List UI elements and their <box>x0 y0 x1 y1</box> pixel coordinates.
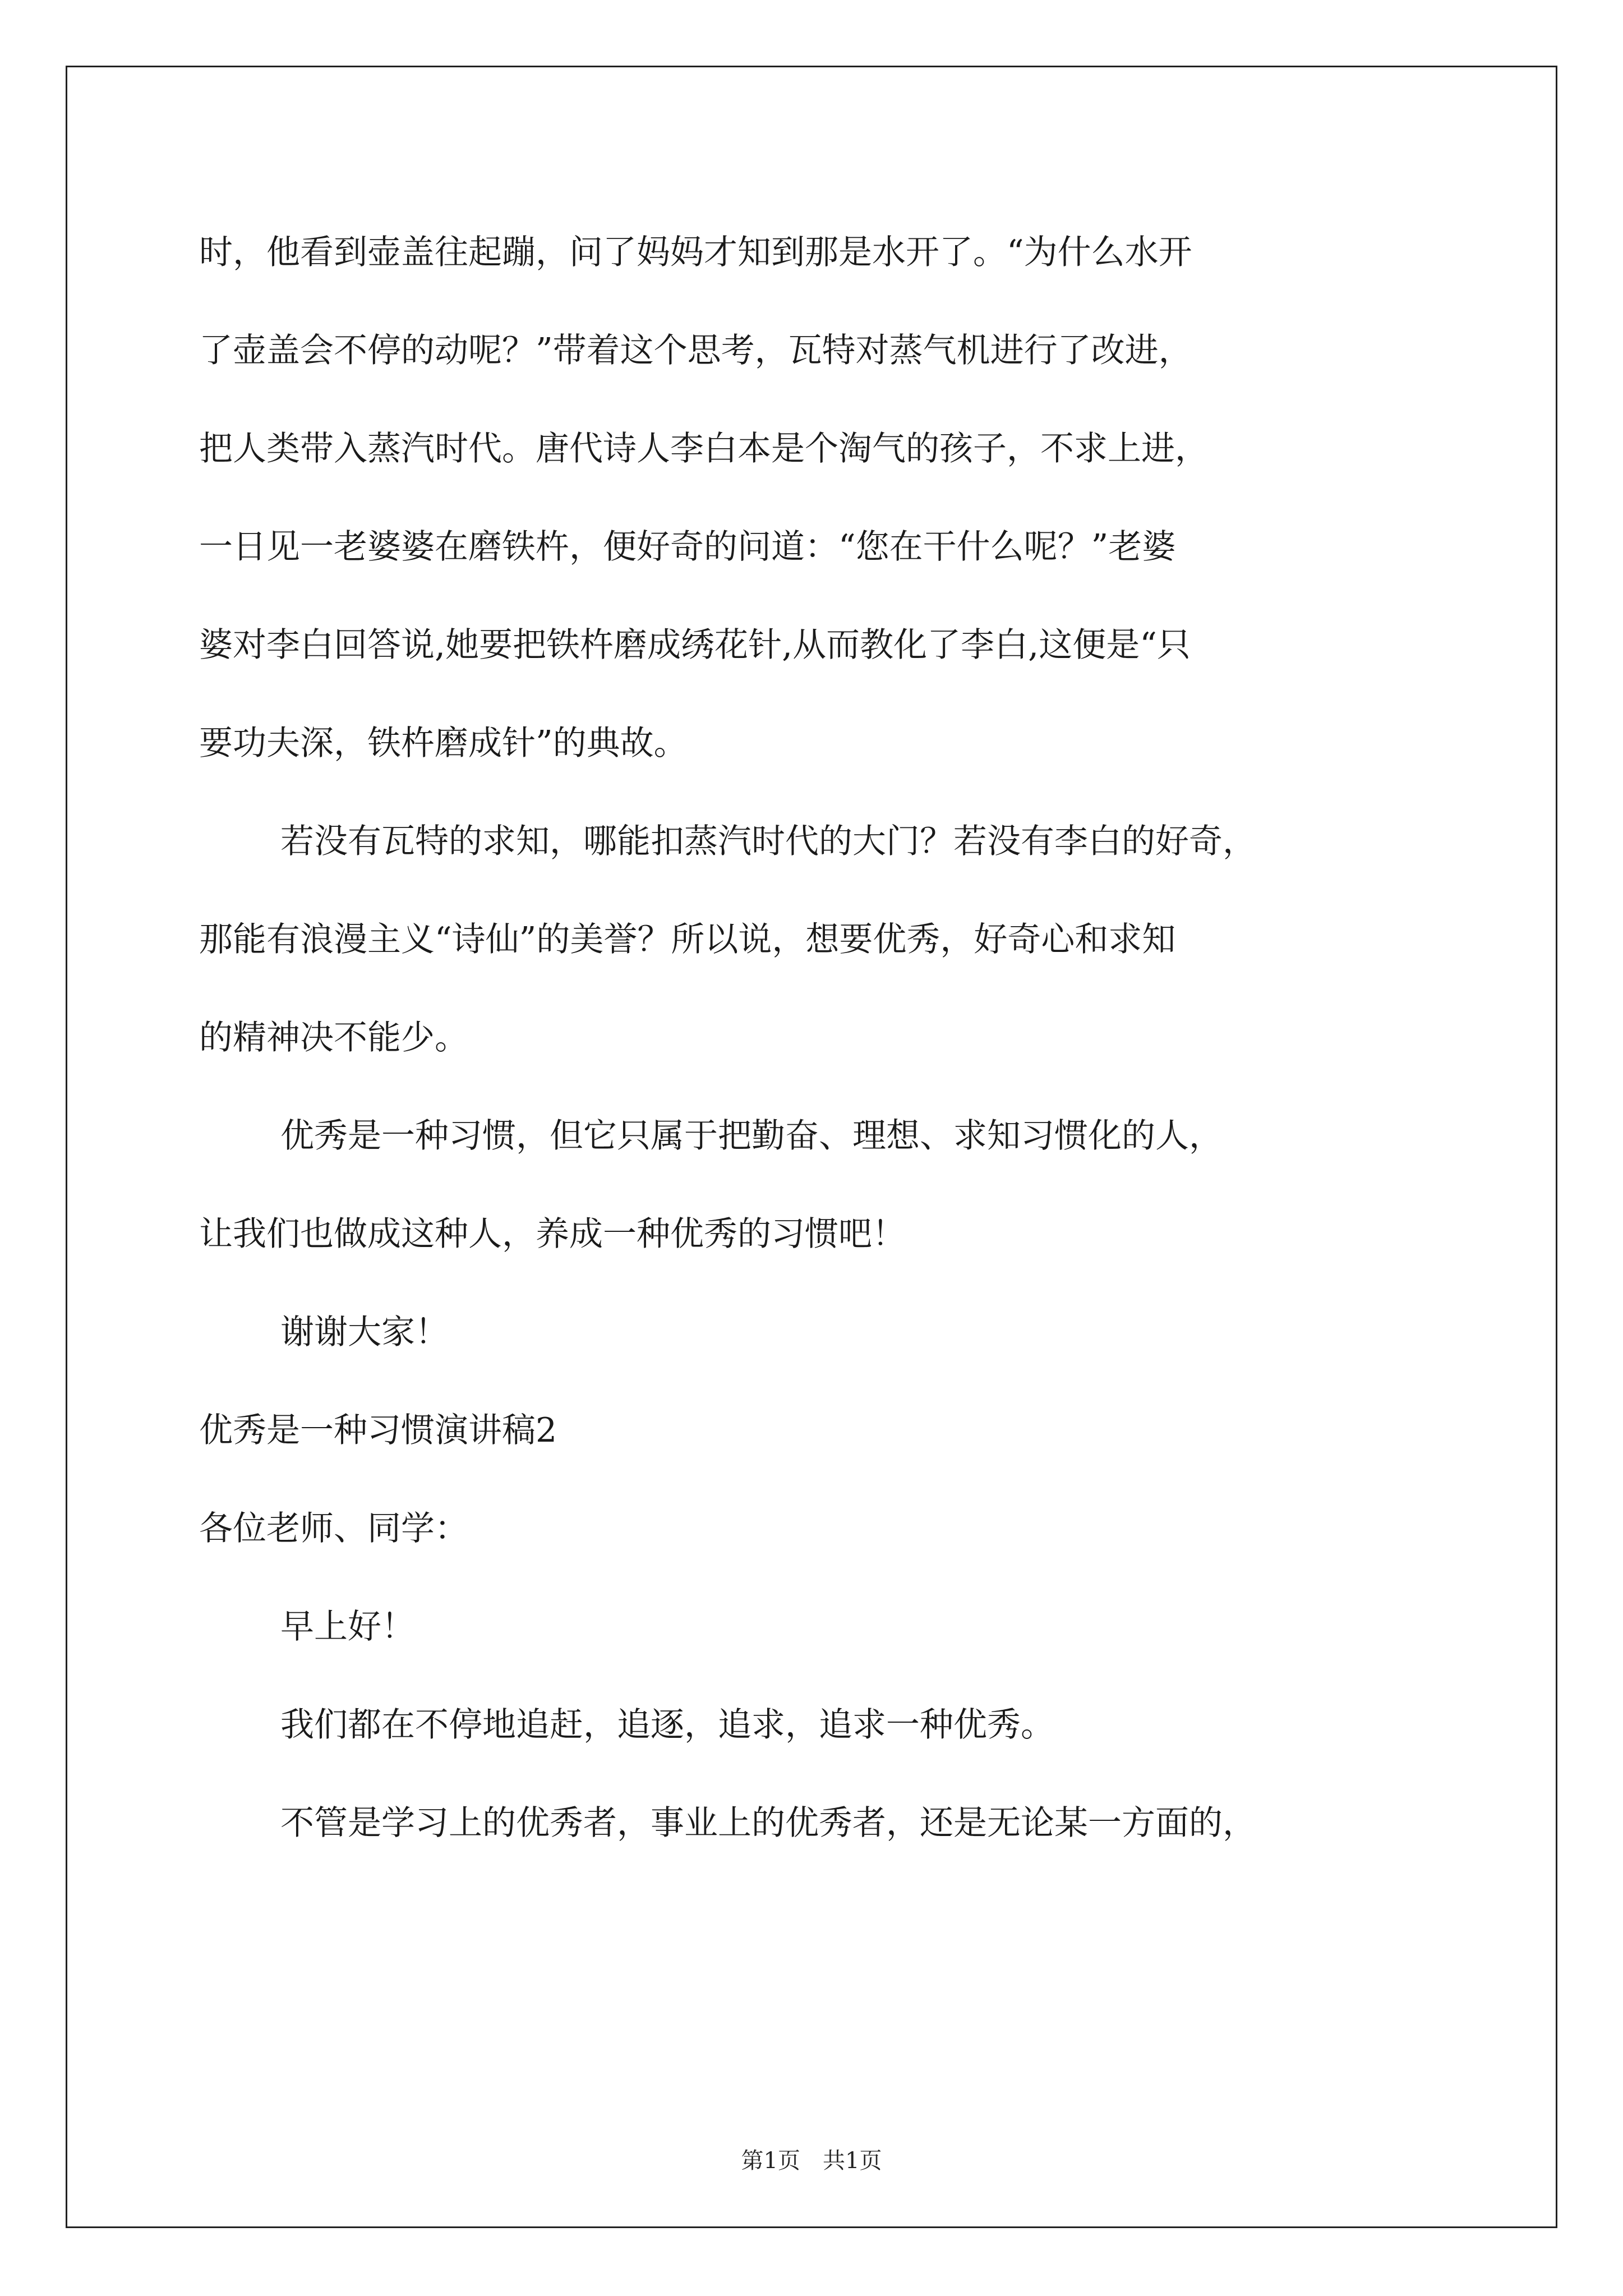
body-line: 把人类带入蒸汽时代。唐代诗人李白本是个淘气的孩子，不求上进， <box>199 429 1209 468</box>
body-line: 婆对李白回答说,她要把铁杵磨成绣花针,从而教化了李白,这便是“只 <box>199 625 1191 665</box>
body-line: 了壶盖会不停的动呢？”带着这个思考，瓦特对蒸气机进行了改进， <box>199 331 1192 370</box>
section-title: 优秀是一种习惯演讲稿2 <box>199 1411 557 1450</box>
body-line: 优秀是一种习惯，但它只属于把勤奋、理想、求知习惯化的人， <box>280 1116 1223 1156</box>
page-number: 第1页 共1页 <box>741 2148 882 2174</box>
body-line: 我们都在不停地追赶，追逐，追求，追求一种优秀。 <box>280 1705 1054 1745</box>
body-line: 若没有瓦特的求知，哪能扣蒸汽时代的大门？若没有李白的好奇， <box>280 822 1256 861</box>
body-line: 那能有浪漫主义“诗仙”的美誉？所以说，想要优秀，好奇心和求知 <box>199 920 1176 959</box>
salutation: 各位老师、同学： <box>199 1509 468 1548</box>
body-line: 一日见一老婆婆在磨铁杵，便好奇的问道：“您在干什么呢？”老婆 <box>199 527 1176 567</box>
body-line: 时，他看到壶盖往起蹦，问了妈妈才知到那是水开了。“为什么水开 <box>199 233 1192 272</box>
closing-line: 谢谢大家！ <box>280 1313 449 1352</box>
greeting: 早上好！ <box>280 1607 415 1646</box>
body-line: 让我们也做成这种人，养成一种优秀的习惯吧！ <box>199 1214 906 1254</box>
body-line: 的精神决不能少。 <box>199 1018 468 1057</box>
body-line: 要功夫深，铁杵磨成针”的典故。 <box>199 724 688 763</box>
body-line: 不管是学习上的优秀者，事业上的优秀者，还是无论某一方面的， <box>280 1803 1256 1843</box>
